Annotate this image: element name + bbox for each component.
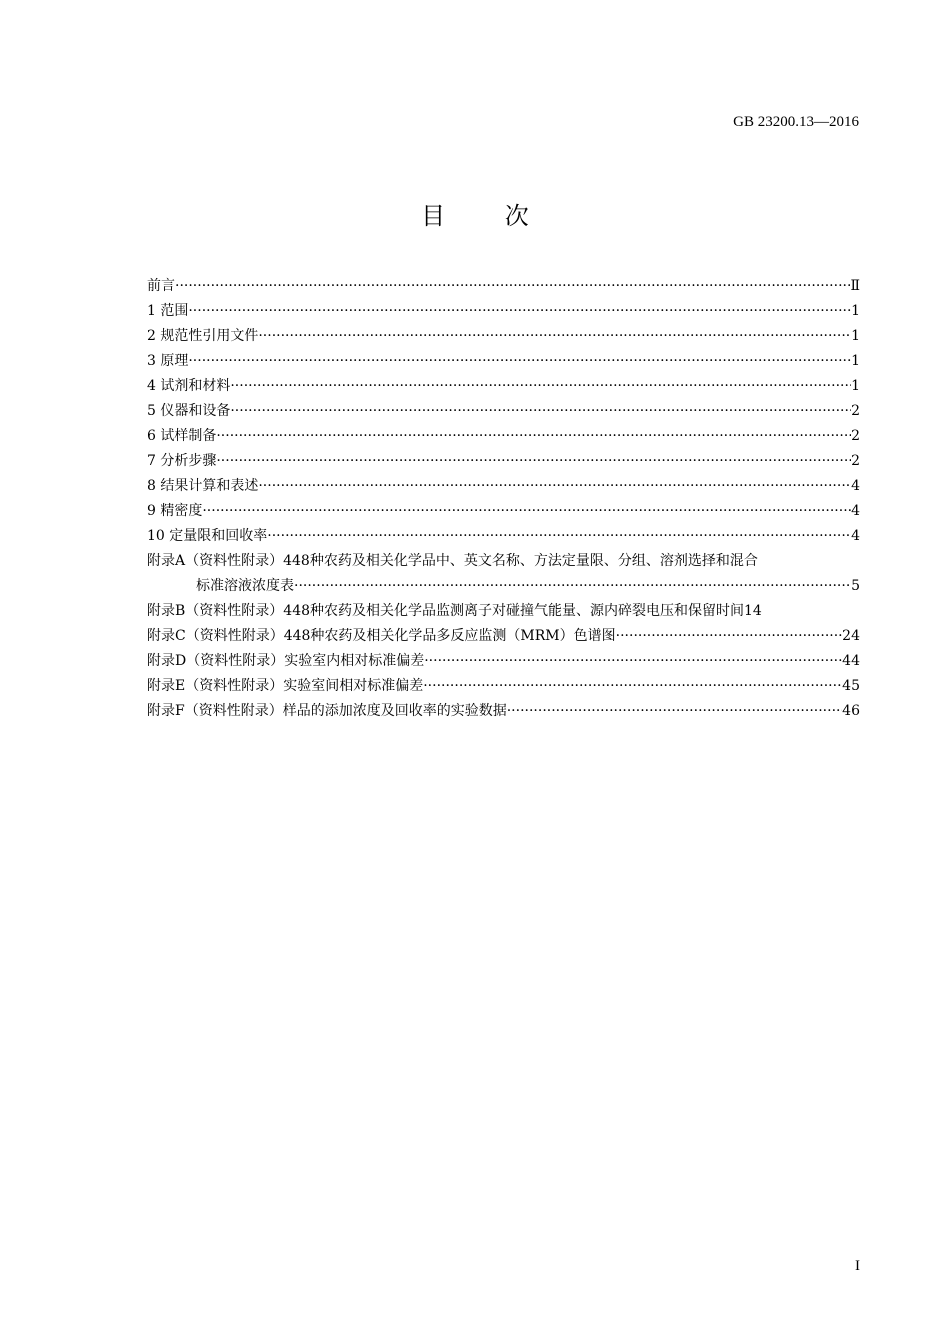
toc-leader-dots (258, 324, 851, 349)
standard-code: GB 23200.13—2016 (733, 114, 859, 130)
toc-entry[interactable] (147, 424, 860, 449)
toc-entry-page: 45 (842, 678, 860, 694)
toc-entry[interactable] (147, 349, 860, 374)
toc-entry-label: 4 试剂和材料 (147, 378, 231, 394)
toc-entry-label: 附录B（资料性附录）448种农药及相关化学品监测离子对碰撞气能量、源内碎裂电压和保留时间 (147, 603, 745, 619)
toc-entry-label: 标准溶液浓度表 (196, 578, 294, 594)
page-number: I (855, 1258, 860, 1274)
toc-entry-page: 1 (851, 303, 860, 319)
toc-entry-label: 前言 (147, 278, 175, 294)
toc-entry-label: 1 范围 (147, 303, 189, 319)
toc-entry[interactable] (147, 449, 860, 474)
toc-leader-dots (507, 699, 842, 724)
toc-entry-label: 9 精密度 (147, 503, 203, 519)
toc-entry-page: 44 (842, 653, 860, 669)
toc-leader-dots (294, 574, 851, 599)
toc-entry-label: 5 仪器和设备 (147, 403, 231, 419)
toc-entry-page: Ⅱ (850, 278, 860, 294)
toc-leader-dots (230, 399, 851, 424)
toc-leader-dots (616, 624, 843, 649)
toc-entry-page: 4 (851, 528, 860, 544)
toc-entry[interactable] (147, 399, 860, 424)
toc-entry-page: 4 (851, 503, 860, 519)
toc-entry-foreword[interactable] (147, 274, 860, 299)
toc-entry-page: 14 (744, 603, 762, 619)
toc-entry-page: 24 (842, 628, 860, 644)
toc-leader-dots (188, 349, 851, 374)
toc-leader-dots (267, 524, 851, 549)
toc-leader-dots (423, 674, 842, 699)
toc-entry[interactable] (147, 474, 860, 499)
toc-leader-dots (175, 274, 850, 299)
toc-entry-label: 7 分析步骤 (147, 453, 217, 469)
toc-entry-page: 2 (851, 428, 860, 444)
toc-entry[interactable] (147, 374, 860, 399)
toc-entry[interactable] (147, 499, 860, 524)
toc-entry-page: 2 (851, 453, 860, 469)
toc-leader-dots (188, 299, 851, 324)
toc-entry-page: 1 (851, 328, 860, 344)
toc-entry-label: 3 原理 (147, 353, 189, 369)
toc-entry-appendix-e[interactable] (147, 674, 860, 699)
toc-entry[interactable] (147, 524, 860, 549)
toc-entry-appendix-b[interactable] (147, 599, 860, 624)
toc-entry-page: 1 (851, 378, 860, 394)
toc-leader-dots (216, 424, 851, 449)
toc-entry[interactable] (147, 299, 860, 324)
table-of-contents (147, 274, 860, 724)
toc-entry-page: 5 (851, 578, 860, 594)
toc-entry-page: 46 (842, 703, 860, 719)
toc-leader-dots (424, 649, 842, 674)
toc-entry[interactable] (147, 324, 860, 349)
toc-entry-appendix-c[interactable] (147, 624, 860, 649)
toc-entry-page: 1 (851, 353, 860, 369)
toc-entry-appendix-a[interactable] (147, 574, 860, 599)
toc-leader-dots (202, 499, 851, 524)
toc-entry-label: 6 试样制备 (147, 428, 217, 444)
toc-entry-label: 10 定量限和回收率 (147, 528, 268, 544)
toc-entry-label: 2 规范性引用文件 (147, 328, 259, 344)
toc-entry-label: 附录D（资料性附录）实验室内相对标准偏差 (147, 653, 425, 669)
toc-entry-label: 附录E（资料性附录）实验室间相对标准偏差 (147, 678, 424, 694)
toc-entry-label: 附录F（资料性附录）样品的添加浓度及回收率的实验数据 (147, 703, 507, 719)
toc-entry-label: 8 结果计算和表述 (147, 478, 259, 494)
toc-title: 目 次 (421, 202, 555, 230)
toc-entry-appendix-a-line1[interactable]: 附录A（资料性附录）448种农药及相关化学品中、英文名称、方法定量限、分组、溶剂选择和混合 (147, 553, 758, 569)
toc-entry-page: 2 (851, 403, 860, 419)
toc-entry-page: 4 (851, 478, 860, 494)
toc-leader-dots (258, 474, 851, 499)
toc-leader-dots (216, 449, 851, 474)
toc-entry-label: 附录C（资料性附录）448种农药及相关化学品多反应监测（MRM）色谱图 (147, 628, 616, 644)
toc-leader-dots (230, 374, 851, 399)
toc-entry-appendix-f[interactable] (147, 699, 860, 724)
toc-entry-appendix-d[interactable] (147, 649, 860, 674)
